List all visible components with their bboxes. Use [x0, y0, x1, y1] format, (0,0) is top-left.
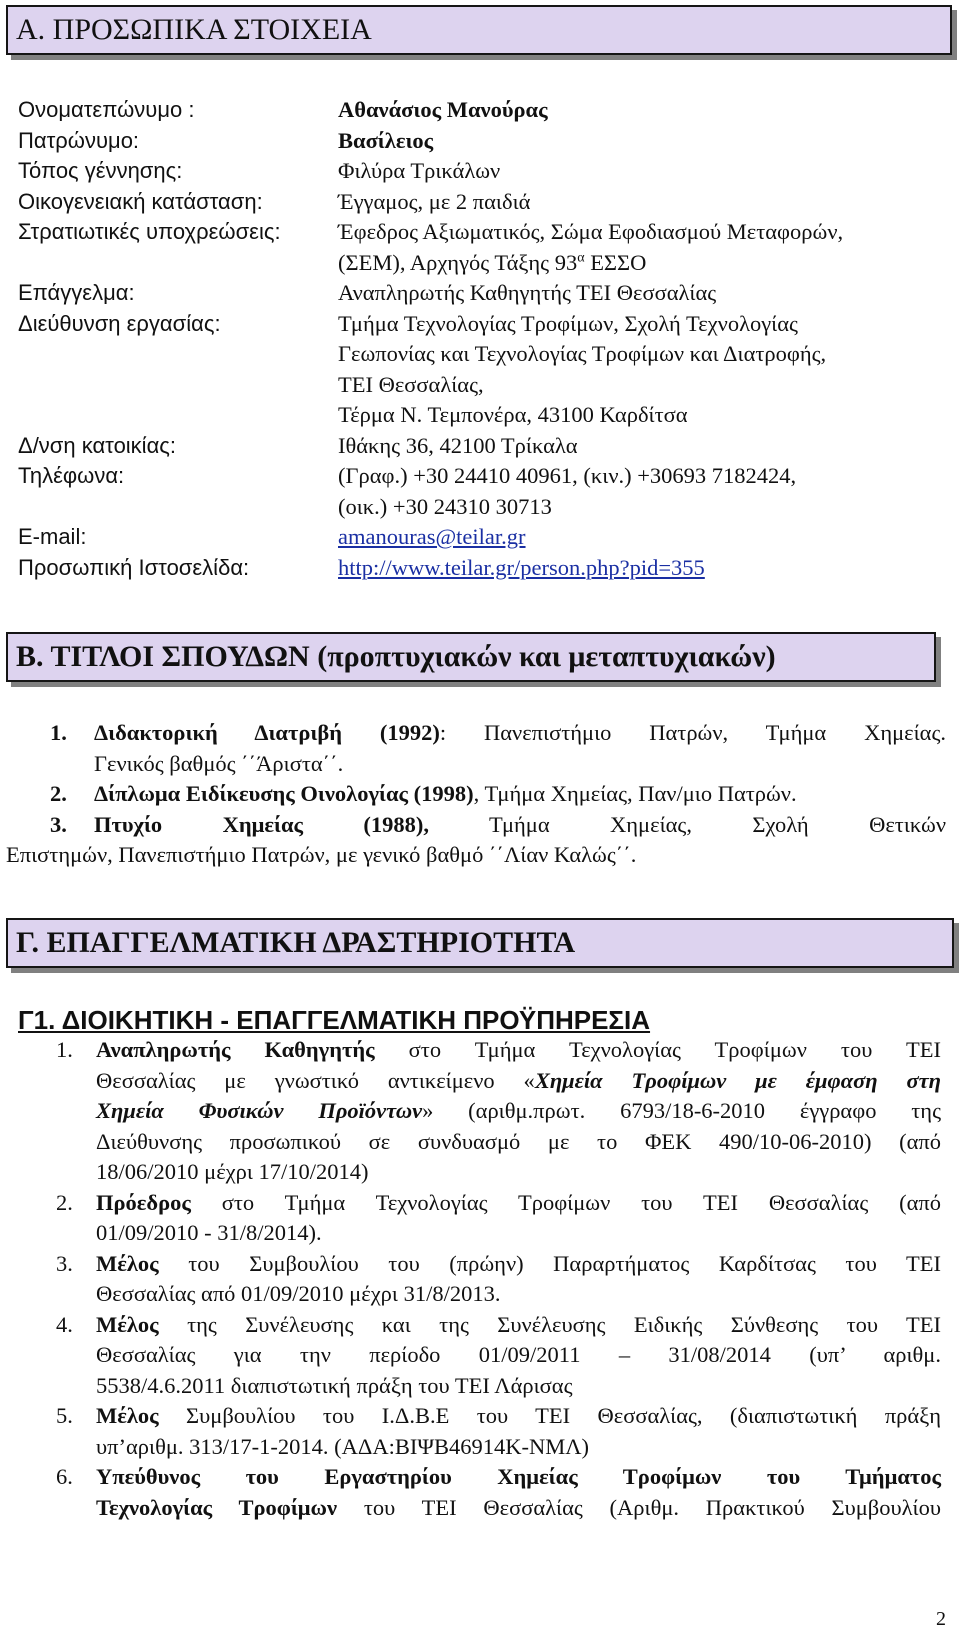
- work-address-line1: Τμήμα Τεχνολογίας Τροφίμων, Σχολή Τεχνολογίας: [338, 310, 798, 336]
- experience-item: 6. Υπεύθυνος του Εργαστηρίου Χημείας Τροφίμων του Τμήματος Τεχνολογίας Τροφίμων του ΤΕΙ Θεσσαλίας (Αριθμ. Πρακτικού Συμβουλίου: [56, 1462, 941, 1523]
- info-row-military: [18, 217, 938, 278]
- degree-details: Τμήμα Χημείας, Σχολή Θετικών: [429, 811, 946, 837]
- info-row-family: [18, 187, 938, 218]
- experience-number: 2.: [56, 1189, 73, 1215]
- home-address-value: Ιθάκης 36, 42100 Τρίκαλα: [338, 432, 578, 458]
- degree-details: , Τμήμα Χημείας, Παν/μιο Πατρών.: [473, 781, 797, 806]
- website-link[interactable]: http://www.teilar.gr/person.php?pid=355: [338, 554, 705, 580]
- degree-number: 2.: [50, 781, 67, 806]
- section-b-heading: Β. ΤΙΤΛΟΙ ΣΠΟΥΔΩΝ (προπτυχιακών και μεταπτυχιακών): [6, 632, 936, 682]
- degree-item: [50, 810, 946, 841]
- family-label: Οικογενειακή κατάσταση:: [18, 188, 263, 214]
- experience-number: 6.: [56, 1464, 73, 1489]
- work-address-line3: ΤΕΙ Θεσσαλίας,: [338, 371, 484, 397]
- work-address-label: Διεύθυνση εργασίας:: [18, 310, 221, 336]
- section-c-heading: Γ. ΕΠΑΓΓΕΛΜΑΤΙΚΗ ΔΡΑΣΤΗΡΙΟΤΗΤΑ: [6, 918, 954, 968]
- info-row-father: [18, 126, 938, 157]
- degree-grade: Γενικός βαθμός ΄΄Άριστα΄΄.: [94, 750, 344, 776]
- degree-item: [50, 779, 946, 810]
- name-label: Ονοματεπώνυμο :: [18, 97, 195, 122]
- work-address-line4: Τέρμα Ν. Τεμπονέρα, 43100 Καρδίτσα: [338, 402, 688, 427]
- info-row-phones: [18, 461, 938, 522]
- military-label: Στρατιωτικές υποχρεώσεις:: [18, 219, 281, 244]
- info-row-birthplace: [18, 156, 938, 187]
- section-c1-heading: Γ1. ΔΙΟΙΚΗΤΙΚΗ - ΕΠΑΓΓΕΛΜΑΤΙΚΗ ΠΡΟΫΠΗΡΕΣΙΑ: [18, 1005, 651, 1035]
- degrees-list: [6, 718, 946, 871]
- info-row-website: [18, 553, 938, 584]
- experience-list: [56, 1035, 941, 1523]
- section-a-heading: Α. ΠΡΟΣΩΠΙΚΑ ΣΤΟΙΧΕΙΑ: [6, 5, 952, 55]
- personal-info-table: [18, 95, 938, 583]
- military-value-line2: (ΣΕΜ), Αρχηγός Τάξης $93^\alpha$ ΕΣΣΟ: [338, 249, 647, 275]
- info-row-name: [18, 95, 938, 126]
- degree-number: 3.: [50, 811, 67, 837]
- info-row-profession: [18, 278, 938, 309]
- father-value: Βασίλειος: [338, 127, 434, 153]
- email-label: E-mail:: [18, 524, 87, 549]
- experience-number: 1.: [56, 1037, 73, 1062]
- military-value-line1: Έφεδρος Αξιωματικός, Σώμα Εφοδιασμού Μεταφορών,: [338, 219, 844, 244]
- birthplace-value: Φιλύρα Τρικάλων: [338, 158, 501, 183]
- degree-title: Δίπλωμα Ειδίκευσης Οινολογίας (1998): [94, 781, 474, 806]
- degree-title: Πτυχίο Χημείας (1988),: [94, 811, 430, 837]
- name-value: Αθανάσιος Μανούρας: [338, 97, 548, 122]
- work-address-line2: Γεωπονίας και Τεχνολογίας Τροφίμων και Διατροφής,: [338, 341, 827, 366]
- website-label: Προσωπική Ιστοσελίδα:: [18, 554, 250, 580]
- info-row-home-address: [18, 431, 938, 462]
- father-label: Πατρώνυμο:: [18, 127, 140, 153]
- email-link[interactable]: amanouras@teilar.gr: [338, 524, 526, 549]
- profession-value: Αναπληρωτής Καθηγητής ΤΕΙ Θεσσαλίας: [338, 280, 717, 305]
- page-number: 2: [936, 1608, 946, 1630]
- home-address-label: Δ/νση κατοικίας:: [18, 432, 177, 458]
- family-value: Έγγαμος, με 2 παιδιά: [338, 188, 531, 214]
- experience-item: 4. Μέλος της Συνέλευσης και της Συνέλευσης Ειδικής Σύνθεσης του ΤΕΙ Θεσσαλίας για την περίοδο 01/09/2011 – 31/08/2014 (υπ’ αριθμ. 5538/4.6.2011 διαπιστωτική πράξη του ΤΕΙ Λάρισας: [56, 1310, 941, 1402]
- experience-item: 3. Μέλος του Συμβουλίου του (πρώην) Παραρτήματος Καρδίτσας του ΤΕΙ Θεσσαλίας από 01/09/2010 μέχρι 31/8/2013.: [56, 1249, 941, 1310]
- birthplace-label: Τόπος γέννησης:: [18, 158, 183, 183]
- degree-details: : Πανεπιστήμιο Πατρών, Τμήμα Χημείας.: [439, 720, 946, 745]
- phones-label: Τηλέφωνα:: [18, 463, 125, 488]
- phones-value-line2: (οικ.) +30 24310 30713: [338, 493, 552, 519]
- degree-number: 1.: [50, 720, 67, 745]
- profession-label: Επάγγελμα:: [18, 280, 135, 305]
- experience-item: 2. Πρόεδρος στο Τμήμα Τεχνολογίας Τροφίμων του ΤΕΙ Θεσσαλίας (από 01/09/2010 - 31/8/2014).: [56, 1188, 941, 1249]
- info-row-work-address: [18, 309, 938, 431]
- degree-item: [50, 718, 946, 779]
- degree-details-line2: Επιστημών, Πανεπιστήμιο Πατρών, με γενικό βαθμό ΄΄Λίαν Καλώς΄΄.: [6, 842, 637, 867]
- experience-number: 4.: [56, 1311, 73, 1337]
- experience-item: 5. Μέλος Συμβουλίου του Ι.Δ.Β.Ε του ΤΕΙ Θεσσαλίας, (διαπιστωτική πράξη υπ’αριθμ. 313/17-1-2014. (ΑΔΑ:ΒΙΨΒ46914Κ-ΝΜΛ): [56, 1401, 941, 1462]
- degree-title: Διδακτορική Διατριβή (1992): [94, 720, 440, 745]
- info-row-email: [18, 522, 938, 553]
- phones-value-line1: (Γραφ.) +30 24410 40961, (κιν.) +30693 7182424,: [338, 463, 797, 488]
- experience-item: 1. Αναπληρωτής Καθηγητής στο Τμήμα Τεχνολογίας Τροφίμων του ΤΕΙ Θεσσαλίας με γνωστικό αντικείμενο «Χημεία Τροφίμων με έμφαση στη Χημεία Φυσικών Προϊόντων» (αριθμ.πρωτ. 6793/18-6-2010 έγγραφο της Διεύθυνσης προσωπικού σε συνδυασμό με το ΦΕΚ 490/10-06-2010) (από 18/06/2010 μέχρι 17/10/2014): [56, 1035, 941, 1188]
- experience-number: 5.: [56, 1403, 73, 1428]
- degree-item-continuation: [6, 840, 946, 871]
- experience-number: 3.: [56, 1250, 73, 1276]
